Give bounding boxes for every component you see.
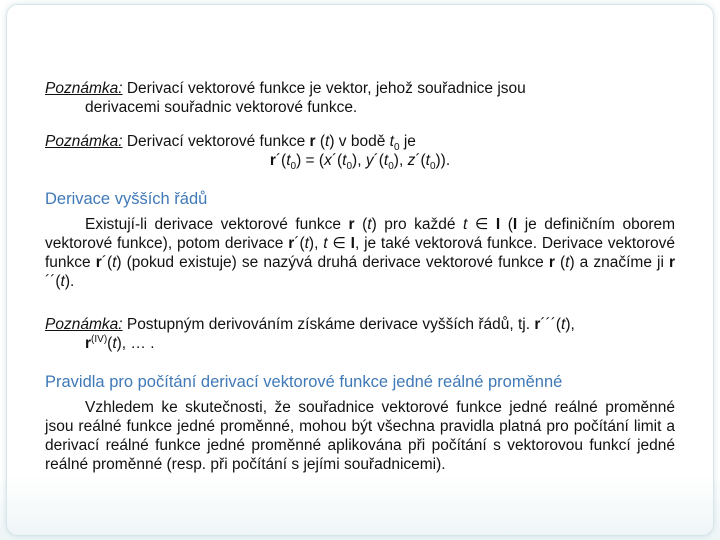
note-3-line-2: $r^{(IV)}(t)$, … . [85,333,155,352]
note-label: Poznámka: [45,80,123,97]
var-t: t [325,133,330,150]
section-heading-rules: Pravidla pro počítání derivací vektorové funkce jedné reálné proměnné [45,373,563,391]
derivative-formula: $r´(t_0)$ = ($x´(t_0)$, $y´(t_0)$, $z´(t_0)$). [269,152,451,173]
note-2-text-d: je [399,133,416,150]
note-2-text-a: Derivací vektorové funkce [126,133,310,150]
note-3: Poznámka: Postupným derivováním získáme derivace vyšších řádů, tj. r´´´(t), [45,316,575,333]
var-t0: t [389,133,394,150]
slide-content [45,79,675,474]
note-1-line-2: derivacemi souřadnic vektorové funkce. [85,99,358,116]
note-label: Poznámka: [45,316,123,333]
rules-paragraph: Vzhledem ke skutečnosti, že souřadnice vektorové funkce jedné reálné proměnné jsou reálné funkce jedné proměnné, mohou být všechna pravidla platná pro počítání limit a derivací reálné funkce jedné proměnné aplikována při počítání s vektorovou funkcí jedné reálné proměnné (resp. při počítání s jejími souřadnicemi). [45,399,675,473]
note-2-text-c: ) v bodě [329,133,390,150]
higher-derivatives-paragraph: Existují-li derivace vektorové funkce r (t) pro každé t ∈ I (I je definičním oborem vektorové funkce), potom derivace r´(t), t ∈ I, je také vektorová funkce. Derivace vektorové funkce r´(t) (pokud existuje) se nazývá druhá derivace vektorové funkce r (t) a značíme ji r´´(t). [45,216,676,290]
vector-r: r [309,133,316,150]
section-heading-higher-derivatives: Derivace vyšších řádů [45,190,208,208]
note-label: Poznámka: [45,133,123,150]
note-1 [45,79,675,98]
note-1-line-1: Derivací vektorové funkce je vektor, jehož souřadnice jsou [126,80,526,97]
note-2 [45,132,675,154]
subscript-0: 0 [393,142,400,154]
note-2-text-b: ( [315,133,326,150]
